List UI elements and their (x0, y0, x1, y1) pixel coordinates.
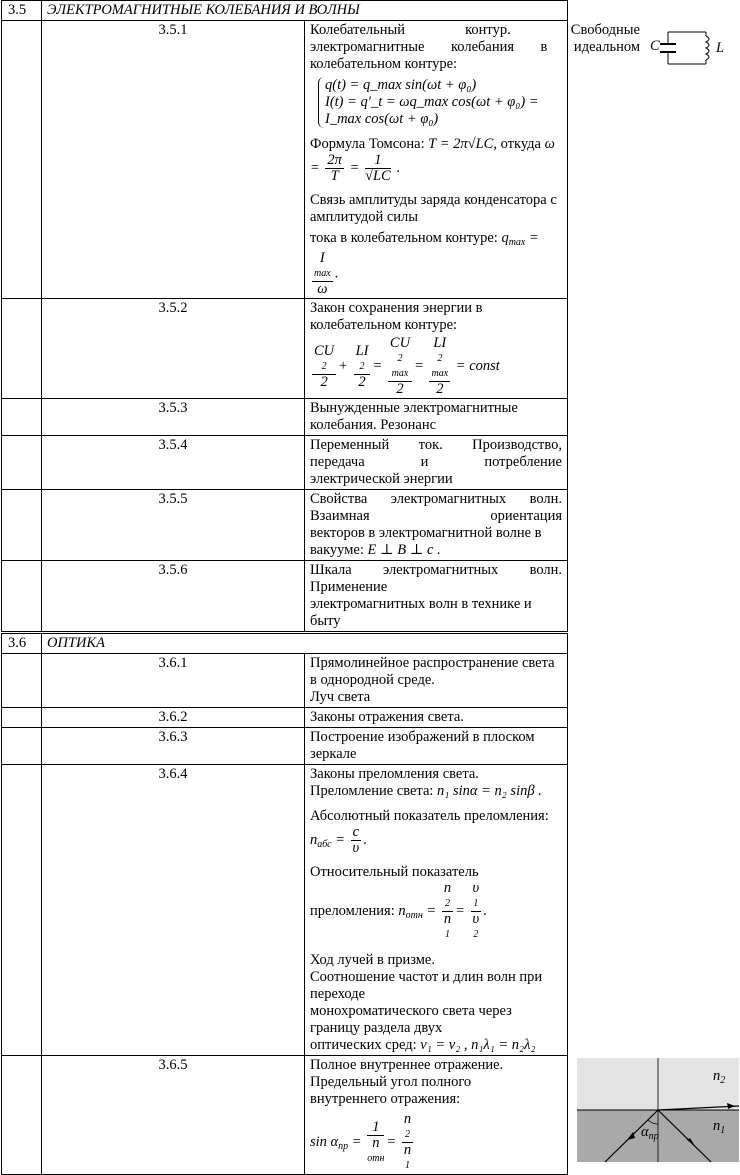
section-title: ОПТИКА (42, 633, 568, 654)
item-number: 3.5.2 (42, 299, 305, 399)
item-text-line: Полное внутреннее отражение. (310, 1057, 504, 1073)
item-text-line: электрической энергии (310, 471, 453, 487)
table-row (2, 436, 568, 490)
item-number: 3.5.6 (42, 561, 305, 633)
item-text: Законы отражения света. (305, 708, 568, 728)
inductor-label: L (716, 40, 725, 56)
item-text-line: оптических сред: (310, 1037, 417, 1053)
item-text-line: Луч света (310, 689, 371, 705)
item-content: Колебательный контур. Свободные электромагнитные колебания в идеальном колебательном контуре: C L q(t) = q_max sin(ωt + φ₀) I(t) = q′_t = ωq_max cos(ωt + φ₀) = I_max cos(ωt + φ₀) Формула Томсона: T = 2π√LC, откуда ω = $\frac{2\pi}{T}$ = $\frac{1}{√LC}$ . Связь амплитуды заряда конденсатора с амплитудой силы тока в колебательном контуре: $q_{max}$ = I max ω . (305, 21, 568, 299)
absolute-index-label: Абсолютный показатель преломления: (310, 808, 549, 824)
table-row (2, 654, 568, 708)
item-number: 3.6.5 (42, 1056, 305, 1175)
item-content: Закон сохранения энергии в колебательном контуре: CU 2 2 + LI 2 2 = CU 2 max 2 = LI 2 max 2 = const (305, 299, 568, 399)
medium-1-label: n (713, 1118, 721, 1134)
thomson-tail: , откуда (493, 136, 541, 152)
relative-index-label: Относительный показатель преломления: (310, 864, 479, 919)
item-text-line: Связь амплитуды заряда конденсатора с амплитудой силы (310, 192, 557, 225)
vector-relation: E ⊥ B ⊥ c . (367, 542, 441, 558)
charge-equation: q(t) = q_max sin(ωt + φ₀) (325, 77, 477, 93)
item-text: Вынужденные электромагнитные колебания. Резонанс (305, 399, 568, 436)
table-row (2, 490, 568, 561)
thomson-label: Формула Томсона: (310, 136, 425, 152)
item-number: 3.5.4 (42, 436, 305, 490)
energy-const: = const (455, 357, 500, 374)
capacitor-label: C (650, 38, 660, 54)
table-row (2, 399, 568, 436)
medium-2-label: n (713, 1068, 721, 1084)
item-text-line: Свойства электромагнитных волн. Взаимная ориентация (310, 491, 562, 524)
item-number: 3.5.3 (42, 399, 305, 436)
lc-circuit-diagram (650, 22, 740, 72)
table-row (2, 21, 568, 299)
item-content: Полное внутреннее отражение. Предельный угол полного внутреннего отражения: $\sin \alpha_{пр}$ = 1 n отн = n 2 n 1 $n_2$ $n_1$ $\alpha_{пр}$ (305, 1056, 568, 1175)
frequency-formula: ν₁ = ν₂ , n₁λ₁ = n₂λ₂ (420, 1037, 536, 1053)
item-text-line: Предельный угол полного (310, 1074, 472, 1090)
table-row (2, 708, 568, 728)
item-number: 3.6.4 (42, 765, 305, 1056)
item-content: Законы преломления света. Преломление света: n₁ sinα = n₂ sinβ . Абсолютный показатель преломления: $n_{абс}$ = $\frac{c}{\upsilon}$ . Относительный показатель преломления: $n_{отн}$ = n 2 n 1 = υ 1 υ 2 . Ход лучей в призме. Соотношение частот и длин волн при переходе монохроматического света через границу раздела двух оптических сред: ν₁ = ν₂ , n₁λ₁ = n₂λ₂ (305, 765, 568, 1056)
item-text-line: внутреннего отражения: (310, 1091, 461, 1107)
item-text-line: тока в колебательном контуре: (310, 230, 498, 246)
current-equation: I(t) = q′_t = ωq_max cos(ωt + φ₀) = I_max cos(ωt + φ₀) (325, 94, 539, 127)
table-row (2, 1056, 568, 1175)
item-number: 3.5.5 (42, 490, 305, 561)
item-number: 3.5.1 (42, 21, 305, 299)
refraction-label: Преломление света: (310, 783, 434, 799)
item-content (305, 490, 568, 561)
syllabus-table (1, 0, 726, 1175)
table-row (2, 728, 568, 765)
section-number: 3.6 (2, 633, 42, 654)
item-content (305, 654, 568, 708)
item-text-line: Шкала электромагнитных волн. Применение (310, 562, 562, 595)
item-content (305, 561, 568, 633)
item-number: 3.6.1 (42, 654, 305, 708)
item-text-line: векторов в электромагнитной волне в вакууме: (310, 525, 542, 558)
table-row (2, 299, 568, 399)
item-text-line: Колебательный контур. Свободные (310, 22, 640, 38)
item-text-line: Законы преломления света. (310, 766, 479, 782)
item-text-line: электромагнитных волн в технике и быту (310, 596, 532, 629)
section-title: ЭЛЕКТРОМАГНИТНЫЕ КОЛЕБАНИЯ И ВОЛНЫ (42, 1, 568, 21)
thomson-formula: T = 2π√LC (428, 136, 494, 152)
section-row-3-5 (2, 1, 568, 21)
item-text-line: монохроматического света через границу раздела двух (310, 1003, 512, 1036)
item-text-line: электромагнитные колебания в идеальном (310, 39, 640, 55)
item-text-line: Соотношение частот и длин волн при переходе (310, 969, 543, 1002)
total-internal-reflection-diagram: $n_2$ $n_1$ $\alpha_{пр}$ (577, 1058, 739, 1162)
item-text-line: Переменный ток. Производство, передача и потребление (310, 437, 562, 470)
item-text-line: колебательном контуре: (310, 56, 458, 72)
table-row (2, 561, 568, 633)
critical-angle-label: α (641, 1124, 649, 1140)
refraction-formula: n₁ sinα = n₂ sinβ . (437, 783, 542, 799)
item-number: 3.6.2 (42, 708, 305, 728)
section-number: 3.5 (2, 1, 42, 21)
table-row (2, 765, 568, 1056)
item-content (305, 436, 568, 490)
item-text-line: Закон сохранения энергии в колебательном контуре: (310, 300, 483, 333)
section-row-3-6 (2, 633, 568, 654)
item-text-line: Ход лучей в призме. (310, 952, 435, 968)
item-text-line: Прямолинейное распространение света в однородной среде. (310, 655, 555, 688)
item-number: 3.6.3 (42, 728, 305, 765)
item-text: Построение изображений в плоском зеркале (305, 728, 568, 765)
